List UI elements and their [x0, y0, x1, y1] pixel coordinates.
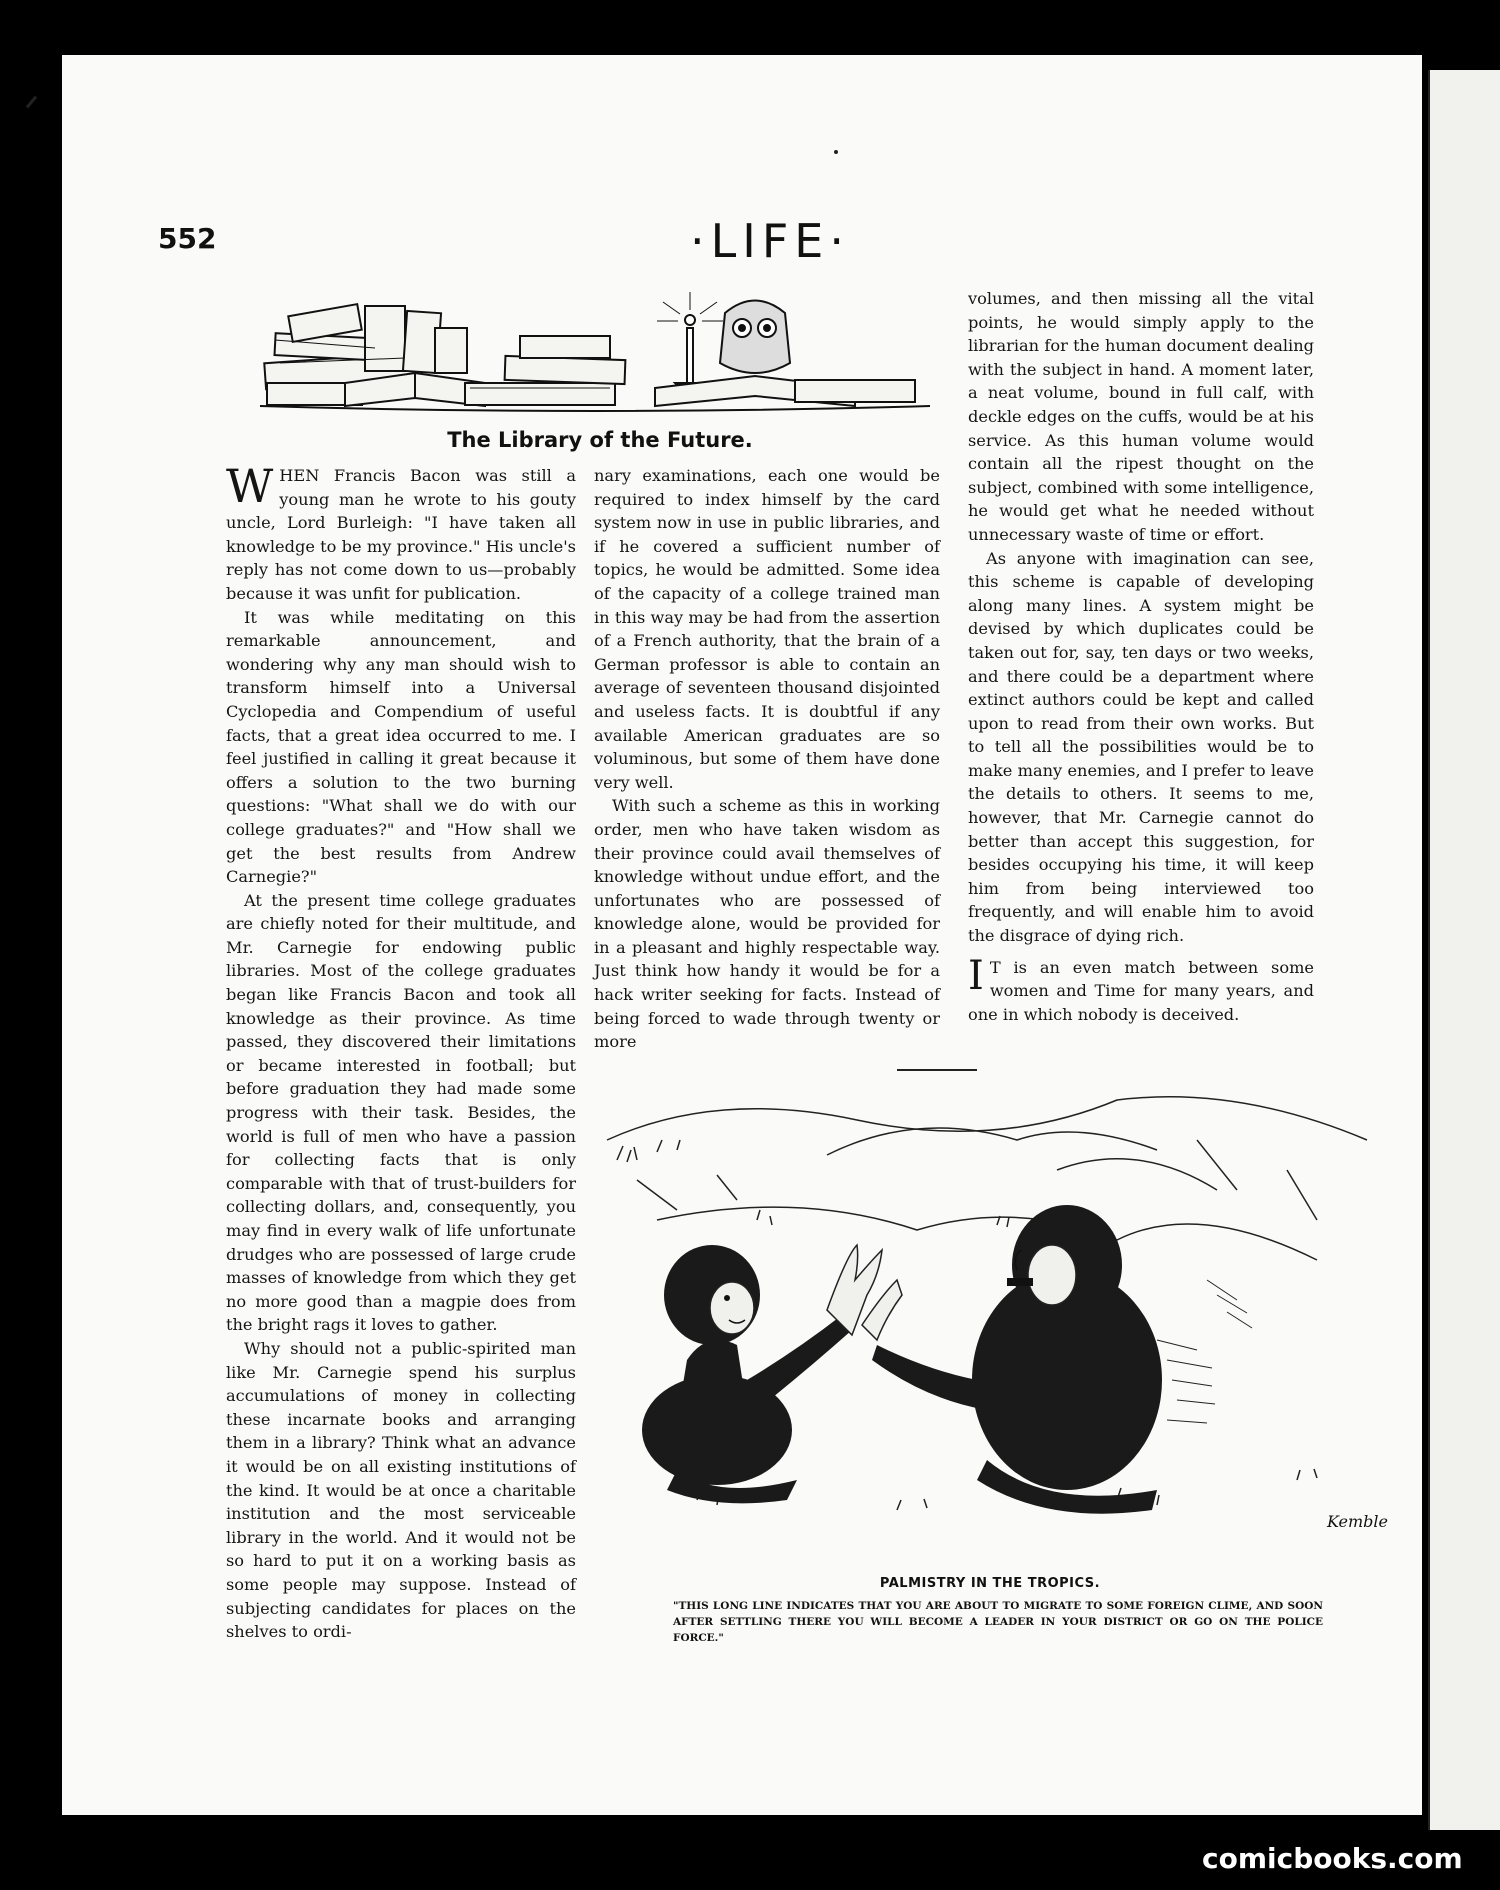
page-number: 552	[158, 222, 217, 255]
paragraph: volumes, and then missing all the vital points, he would simply apply to the librarian for the human document dealing with the subject in hand. A moment later, a neat volume, bound in full calf, with deckle edges on the cuffs, would be at his service. As this human volume would contain all the ripest thought on the subject, combined with some intelligence, he would get what he needed without unnecessary waste of time or effort.	[968, 289, 1314, 544]
paragraph: It was while meditating on this remarkable announcement, and wondering why any man should wish to transform himself into a Universal Cyclopedia and Compendium of useful facts, that a great idea occurred to me. I feel justified in calling it great because it offers a solution to the two burning questions: "What shall we do with our college graduates?" and "How shall we get the best results from Andrew Carnegie?"	[226, 607, 576, 887]
article-column-2	[594, 464, 940, 1054]
adjacent-page-edge	[1428, 70, 1500, 1830]
cartoon-title: PALMISTRY IN THE TROPICS.	[879, 1576, 1101, 1591]
palmistry-cartoon-illustration	[597, 1080, 1397, 1550]
paragraph: With such a scheme as this in working order, men who have taken wisdom as their province could avail themselves of knowledge without undue effort, and the unfortunates who are possessed of knowledge alone, would be provided for in a pleasant and highly respectable way. Just think how handy it would be for a hack writer seeking for facts. Instead of being forced to wade through twenty or more	[594, 796, 940, 1052]
scan-speck	[834, 150, 838, 154]
paragraph: Why should not a public-spirited man like Mr. Carnegie spend his surplus accumulations of money in collecting these incarnate books and arranging them in a library? Think what an advance it would be on all existing institutions of the kind. It would be at once a charitable institution and the most serviceable library in the world. And it would not be so hard to put it on a working basis as some people may suppose. Instead of subjecting candidates for places on the shelves to ordi-	[226, 1338, 576, 1642]
artist-signature: Kemble	[1327, 1512, 1388, 1531]
article-column-3	[968, 287, 1314, 1026]
section-divider	[897, 1069, 977, 1071]
article-title: The Library of the Future.	[447, 428, 753, 452]
drop-cap: I	[968, 952, 984, 999]
article-column-1	[226, 459, 576, 1644]
watermark: comicbooks.com	[1202, 1842, 1463, 1875]
paragraph: nary examinations, each one would be required to index himself by the card system now in use in public libraries, and if he covered a sufficient number of topics, he would be admitted. Some idea of the capacity of a college trained man in this way may be had from the assertion of a French authority, that the brain of a German professor is able to contain an average of seventeen thousand disjointed and useless facts. It is doubtful if any available American graduates are so voluminous, but some of them have done very well.	[594, 466, 940, 792]
drop-cap: W	[226, 459, 274, 513]
paragraph: As anyone with imagination can see, this scheme is capable of developing along many lines. A system might be devised by which duplicates could be taken out for, say, ten days or two weeks, and there could be a department where extinct authors could be kept and called upon to read from their own works. But to tell all the possibilities would be to make many enemies, and I prefer to leave the details to others. It seems to me, however, that Mr. Carnegie cannot do better than accept this suggestion, for besides occupying his time, it will keep him from being interviewed too frequently, and will enable him to avoid the disgrace of dying rich.	[968, 548, 1314, 946]
masthead-life: ·LIFE·	[690, 214, 850, 268]
epigram: I T is an even match between some women and Time for many years, and one in which nobody is deceived.	[968, 952, 1314, 1024]
scan-speck	[26, 96, 37, 109]
paragraph: WHEN Francis Bacon was still a young man he wrote to his gouty uncle, Lord Burleigh: "I have taken all knowledge to be my province." His uncle's reply has not come down to us—probably because it was unfit for publication.	[226, 459, 576, 603]
paragraph: At the present time college graduates are chiefly noted for their multitude, and Mr. Carnegie for endowing public libraries. Most of the college graduates began like Francis Bacon and took all knowledge as their province. As time passed, they discovered their limitations or became interested in football; but before graduation they had made some progress with their task. Besides, the world is full of men who have a passion for collecting facts that is only comparable with that of trust-builders for collecting dollars, and, consequently, you may find in every walk of life unfortunate drudges who are possessed of large crude masses of knowledge from which they get no more good than a magpie does from the bright rags it loves to gather.	[226, 890, 576, 1335]
books-owl-headpiece-illustration	[255, 288, 935, 418]
cartoon-caption: "THIS LONG LINE INDICATES THAT YOU ARE ABOUT TO MIGRATE TO SOME FOREIGN CLIME, AND SOON AFTER SETTLING THERE YOU WILL BECOME A LEADER IN YOUR DISTRICT OR GO ON THE POLICE FORCE."	[673, 1600, 1323, 1644]
